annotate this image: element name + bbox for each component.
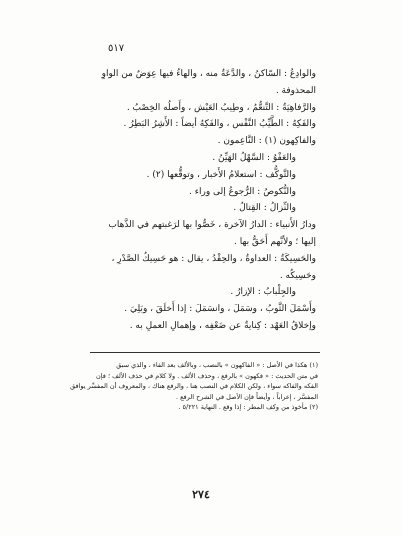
text-line: والعَفْوُ : السَّهْلُ الهَيِّنُ . xyxy=(212,152,296,163)
text-line: إليها ؛ ولأنَّهم أَحَقُّ بها . xyxy=(234,236,316,247)
footnote-line: الفكه والفاكه سواء ، ولكن الكلام في النصب هنا ، والرفع هناك ، والمعروف أن المفسِّر يوافق xyxy=(70,382,318,390)
text-line: ودارُ الأَنبياء : الدارُ الآخرة ، خَصُّوا بها لرَغبتهم في الذَّهاب xyxy=(108,220,316,231)
text-line: والنِّزالُ : القِتالُ . xyxy=(233,203,296,214)
text-line: والتَّوكُّف : استعلامُ الأَخبار ، وتوقُّعها (٢) . xyxy=(146,169,296,180)
text-line: وإخلاقُ العَهْد : كِنايةٌ عن ضَعْفِه ، وإهمالِ العملِ به . xyxy=(129,320,316,331)
text-line: والجِلْبابُ : الإزارُ . xyxy=(230,287,296,298)
bottom-page-number: ٢٧٤ xyxy=(192,488,210,501)
text-line: والفاكِهون (١) : النَّاعِمون . xyxy=(217,136,316,147)
footnote-line: في متن الحديث : « فكهون » بالرفع ، وحذف الألف . ولا كلام في حذف الألف ؛ فإن xyxy=(96,371,318,380)
text-line: والرَّفاهِيَةُ : التَّنعُّمُ ، وطِيبُ العَيْش ، وأَصلُه الخِصْبُ . xyxy=(126,102,316,113)
text-line: والحَسِيكَةُ : العداوةُ ، والحِقْدُ ، يقال : هو حَسِيكُ الصَّدْرِ ، xyxy=(111,253,316,264)
text-line: المحذوفة . xyxy=(275,85,316,96)
text-line: وأَسْمَلَ الثَّوبُ ، وسَمَلَ ، وانسَمَلَ : إذا أَخلَقَ ، وبَلِيَ . xyxy=(124,304,316,315)
footnote-line: المفسَّر ، إعراباً ، وأيضاً فإن الأصل في الشرح الرفع . xyxy=(175,392,318,401)
text-line: وحَسِيكُه . xyxy=(279,270,316,281)
footnote-divider xyxy=(90,352,320,353)
footnote-line: (١) هكذا في الأصل : « الفاكهون » بالنصب ، وبالألف بعد الفاء ، والذي سبق xyxy=(116,361,318,369)
text-line: والفَكِهُ : الطَّيِّبُ النَّفْس ، والفَكِهُ أيضاً : الأَشِرُ البَطِرُ . xyxy=(123,119,316,130)
top-page-number: ٥١٧ xyxy=(108,43,125,54)
main-text xyxy=(94,66,316,335)
footnotes xyxy=(70,360,318,413)
footnote-line: (٢) مأخوذ من وكف المطر : إذا وقع . النهاية ٥/٢٢١ . xyxy=(178,403,318,411)
text-line: والوادِعُ : السّاكنُ ، والدَّعَةُ منه ، والهاءُ فيها عِوَضٌ من الواوِ xyxy=(101,69,316,79)
text-line: والنُّكوصُ : الرُّجوعُ إلى وراء . xyxy=(189,186,296,197)
